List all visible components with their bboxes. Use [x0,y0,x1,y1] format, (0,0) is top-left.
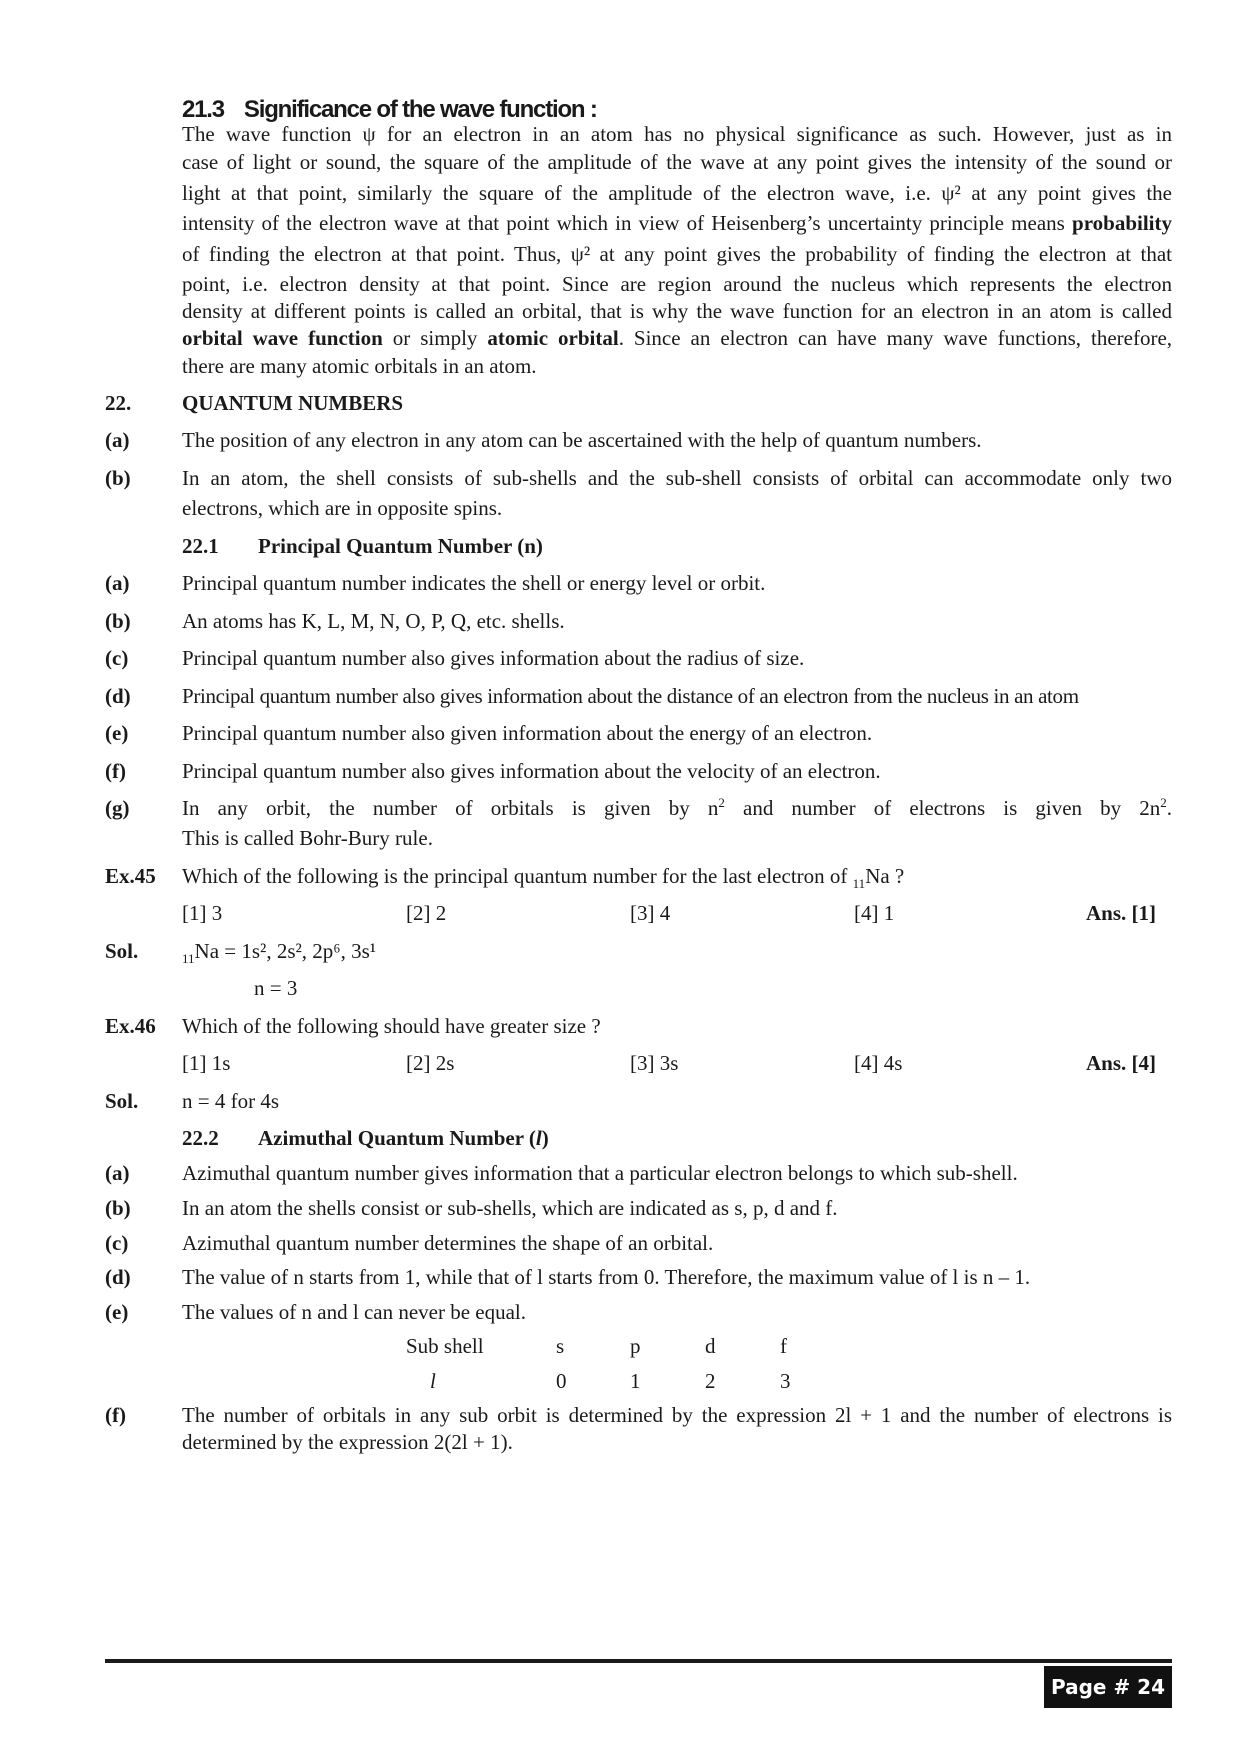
section-number: 22. [105,391,132,415]
subscript: 11 [852,876,866,892]
item-label: (f) [105,1403,126,1427]
subsection-heading [182,1126,549,1151]
item-label: (b) [105,1196,131,1220]
item-text: An atoms has K, L, M, N, O, P, Q, etc. shells. [182,609,565,633]
superscript: 2 [1160,795,1167,810]
section-number: 21.3 [182,96,224,123]
item-text-part: . [1166,796,1172,820]
item-text: Azimuthal quantum number gives information that a particular electron belongs to which sub-shell. [182,1161,1018,1185]
item-text-part: In any orbit, the number of orbitals is given by n [182,796,719,820]
item-label: (d) [105,684,131,708]
solution-text [182,939,1172,967]
option: [4] 1 [854,901,895,925]
option: [3] 4 [630,901,671,925]
item-text: The values of n and l can never be equal. [182,1300,527,1324]
item-label: (a) [105,1161,130,1185]
item-text: In an atom, the shell consists of sub-shells and the sub-shell consists of orbital can accommodate only two [182,466,1172,490]
bold-term: orbital wave function [182,326,383,350]
item-text-part: and number of electrons is given by 2n [724,796,1161,820]
answer: Ans. [1] [1086,901,1157,925]
paragraph-line: density at different points is called an orbital, that is why the wave function for an electron in an atom is called [182,299,1172,323]
item-text: Principal quantum number indicates the shell or energy level or orbit. [182,571,766,595]
option: [2] 2 [406,901,447,925]
item-text: Principal quantum number also gives information about the distance of an electron from the nucleus in an atom [182,684,1079,708]
table-cell: 1 [630,1369,641,1393]
table-cell: 2 [705,1369,716,1393]
example-question [182,864,1172,892]
table-cell: 3 [780,1369,791,1393]
question-text: Which of the following is the principal quantum number for the last electron of [182,864,853,888]
example-label: Ex.46 [105,1014,156,1038]
subsection-number: 22.1 [182,534,219,558]
option: [3] 3s [630,1051,679,1075]
section-21-3-heading [182,96,597,124]
bold-term: probability [1072,211,1173,235]
section-title: Significance of the wave function : [243,96,597,123]
table-cell: s [556,1334,565,1358]
item-text: In an atom the shells consist or sub-shells, which are indicated as s, p, d and f. [182,1196,838,1220]
bold-term: atomic orbital [487,326,619,350]
paragraph-line: case of light or sound, the square of the amplitude of the wave at any point gives the intensity of the sound or [182,150,1172,174]
superscript: 2 [718,795,725,810]
item-label: (g) [105,796,130,820]
table-cell: d [705,1334,716,1358]
item-text: This is called Bohr-Bury rule. [182,826,433,850]
option: [4] 4s [854,1051,903,1075]
table-cell-header: Sub shell [406,1334,484,1358]
paragraph-line: The wave function ψ for an electron in an atom has no physical significance as such. However, just as in [182,122,1172,146]
item-text: Principal quantum number also given information about the energy of an electron. [182,721,873,745]
subsection-number: 22.2 [182,1126,219,1150]
table-cell: p [630,1334,641,1358]
item-text: The number of orbitals in any sub orbit is determined by the expression 2l + 1 and the number of electrons is [182,1403,1172,1427]
option: [1] 1s [182,1051,231,1075]
paragraph-line: there are many atomic orbitals in an atom. [182,354,537,378]
answer: Ans. [4] [1086,1051,1157,1075]
solution-label: Sol. [105,939,139,963]
option: [2] 2s [406,1051,455,1075]
item-text: electrons, which are in opposite spins. [182,496,503,520]
item-text: determined by the expression 2(2l + 1). [182,1430,513,1454]
solution-text: n = 4 for 4s [182,1089,280,1113]
item-label: (e) [105,1300,129,1324]
paragraph-line: of finding the electron at that point. Thus, ψ² at any point gives the probability of finding the electron at that [182,242,1172,266]
italic-symbol: l [535,1126,542,1150]
item-label: (d) [105,1265,131,1289]
paragraph-text: or simply [382,326,488,350]
item-label: (c) [105,1231,129,1255]
item-label: (b) [105,609,131,633]
table-cell-header: l [430,1369,436,1393]
page-number-badge: Page # 24 [1044,1666,1172,1708]
subsection-title: ) [541,1126,549,1150]
subsection-heading [182,534,543,559]
section-title: QUANTUM NUMBERS [182,391,404,415]
table-cell: 0 [556,1369,567,1393]
solution-label: Sol. [105,1089,139,1113]
item-text: Principal quantum number also gives information about the radius of size. [182,646,805,670]
table-cell: f [780,1334,787,1358]
item-label: (e) [105,721,129,745]
item-label: (a) [105,428,130,452]
paragraph-line [182,211,1172,236]
option: [1] 3 [182,901,223,925]
item-text: The value of n starts from 1, while that of l starts from 0. Therefore, the maximum value of l is n – 1. [182,1265,1031,1289]
item-label: (f) [105,759,126,783]
item-text: Principal quantum number also gives information about the velocity of an electron. [182,759,881,783]
item-text: The position of any electron in any atom can be ascertained with the help of quantum numbers. [182,428,982,452]
solution-formula: Na = 1s², 2s², 2p⁶, 3s¹ [194,939,377,963]
question-text: Na ? [865,864,905,888]
paragraph-text: intensity of the electron wave at that point which in view of Heisenberg’s uncertainty principle means [182,211,1065,235]
solution-text: n = 3 [254,976,298,1000]
item-label: (a) [105,571,130,595]
item-text [182,796,1172,821]
item-label: (b) [105,466,131,490]
subscript: 11 [182,951,195,967]
paragraph-text: . Since an electron can have many wave functions, therefore, [618,326,1173,350]
paragraph-line: light at that point, similarly the square of the amplitude of the electron wave, i.e. ψ² at any point gives the [182,181,1172,205]
paragraph-line [182,326,1172,351]
example-question: Which of the following should have greater size ? [182,1014,601,1038]
subsection-title: Principal Quantum Number (n) [258,534,543,558]
footer-rule [105,1659,1172,1663]
item-text: Azimuthal quantum number determines the shape of an orbital. [182,1231,714,1255]
subsection-title: Azimuthal Quantum Number ( [258,1126,536,1150]
paragraph-line: point, i.e. electron density at that point. Since are region around the nucleus which represents the electron [182,272,1172,296]
example-label: Ex.45 [105,864,156,888]
item-label: (c) [105,646,129,670]
